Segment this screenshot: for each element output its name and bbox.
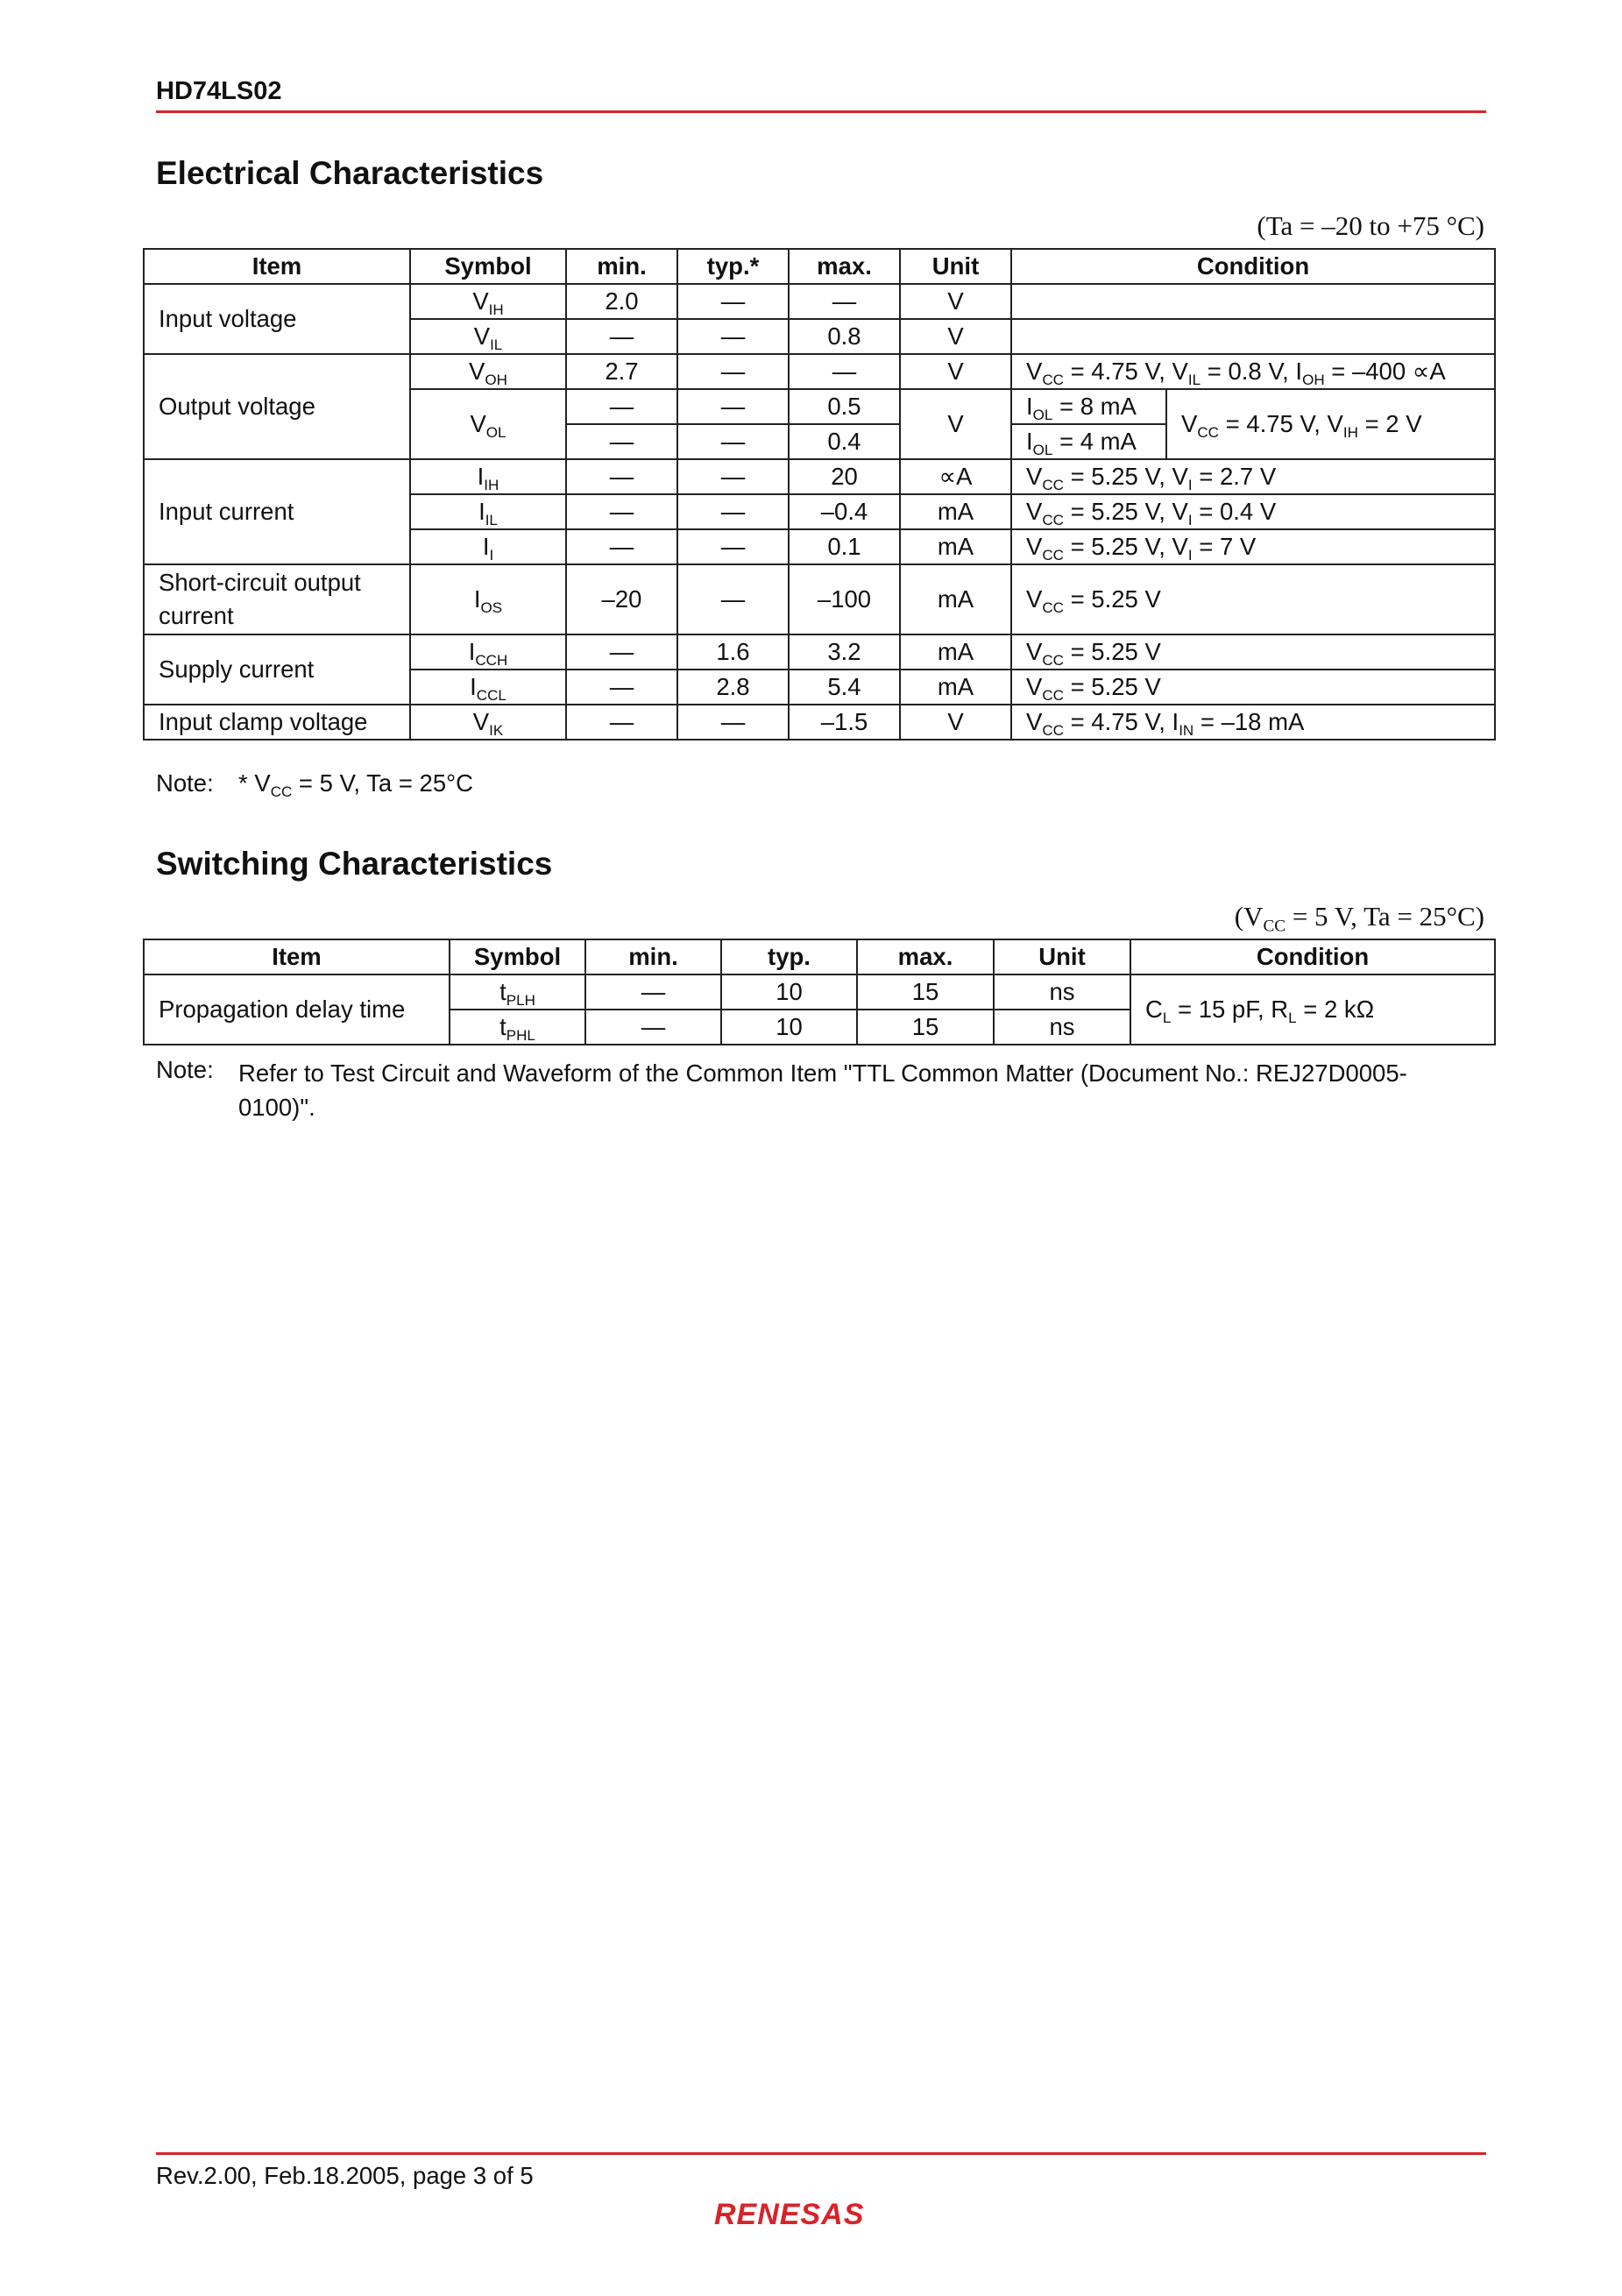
- condition-cell: $I_{OL} = 8$ mA: [1011, 389, 1166, 424]
- electrical-note: * $V_{CC} = 5$ V, Ta = 25°C: [238, 769, 474, 800]
- item-cell: Propagation delay time: [144, 974, 450, 1045]
- col-unit: Unit: [994, 939, 1130, 974]
- min-cell: —: [566, 389, 677, 424]
- unit-cell: ns: [994, 1010, 1130, 1045]
- renesas-logo: [714, 2193, 916, 2231]
- typ-cell: 10: [721, 974, 857, 1010]
- col-typ: typ.*: [677, 249, 789, 284]
- typ-cell: —: [677, 705, 789, 740]
- col-min: min.: [566, 249, 677, 284]
- col-item: Item: [144, 939, 450, 974]
- condition-cell: $V_{CC} = 4.75$ V, $V_{IL} = 0.8$ V, $I_{OH} = -400 \propto A$: [1011, 354, 1495, 389]
- unit-cell: mA: [900, 670, 1011, 705]
- typ-cell: —: [677, 424, 789, 459]
- item-cell: Input voltage: [144, 284, 410, 354]
- max-cell: 3.2: [789, 634, 900, 670]
- table-row: [144, 974, 1495, 1010]
- min-cell: —: [566, 494, 677, 529]
- min-cell: —: [566, 319, 677, 354]
- condition-cell: $V_{CC} = 5.25$ V, $V_I = 2.7$ V: [1011, 459, 1495, 494]
- min-cell: —: [566, 634, 677, 670]
- max-cell: 0.8: [789, 319, 900, 354]
- max-cell: 0.1: [789, 529, 900, 564]
- header-rule: [156, 110, 1486, 113]
- condition-cell: $V_{CC} = 4.75$ V, $V_{IH} = 2$ V: [1166, 389, 1495, 459]
- electrical-conditions: (Ta = –20 to +75 °C): [1257, 210, 1484, 241]
- min-cell: —: [566, 670, 677, 705]
- condition-cell: $V_{CC} = 5.25$ V: [1011, 634, 1495, 670]
- min-cell: —: [566, 529, 677, 564]
- unit-cell: V: [900, 354, 1011, 389]
- typ-cell: —: [677, 459, 789, 494]
- unit-cell: mA: [900, 634, 1011, 670]
- min-cell: —: [585, 1010, 721, 1045]
- condition-cell: [1011, 319, 1495, 354]
- typ-cell: —: [677, 494, 789, 529]
- table-header-row: [144, 939, 1495, 974]
- symbol-cell: $I_{CCH}$: [410, 634, 566, 670]
- symbol-cell: $V_{IL}$: [410, 319, 566, 354]
- condition-cell: [1011, 284, 1495, 319]
- condition-cell: $V_{CC} = 4.75$ V, $I_{IN} = -18$ mA: [1011, 705, 1495, 740]
- unit-cell: ∝A: [900, 459, 1011, 494]
- symbol-cell: $I_{IH}$: [410, 459, 566, 494]
- item-cell: Input current: [144, 459, 410, 564]
- switching-title: Switching Characteristics: [156, 846, 553, 882]
- min-cell: 2.0: [566, 284, 677, 319]
- symbol-cell: $I_I$: [410, 529, 566, 564]
- typ-cell: 10: [721, 1010, 857, 1045]
- min-cell: —: [585, 974, 721, 1010]
- col-condition: Condition: [1011, 249, 1495, 284]
- min-cell: —: [566, 424, 677, 459]
- min-cell: —: [566, 705, 677, 740]
- max-cell: 0.4: [789, 424, 900, 459]
- unit-cell: ns: [994, 974, 1130, 1010]
- switching-note: Refer to Test Circuit and Waveform of the Common Item "TTL Common Matter (Document No.: REJ27D0005- 0100)".: [238, 1059, 1407, 1121]
- unit-cell: V: [900, 319, 1011, 354]
- symbol-cell: $I_{OS}$: [410, 564, 566, 634]
- col-min: min.: [585, 939, 721, 974]
- symbol-cell: $I_{CCL}$: [410, 670, 566, 705]
- electrical-note-label: Note:: [156, 769, 214, 797]
- table-row: [144, 284, 1495, 319]
- symbol-cell: $V_{OH}$: [410, 354, 566, 389]
- max-cell: 0.5: [789, 389, 900, 424]
- table-row: [144, 705, 1495, 740]
- col-typ: typ.: [721, 939, 857, 974]
- symbol-cell: $V_{OL}$: [410, 389, 566, 459]
- unit-cell: mA: [900, 564, 1011, 634]
- typ-cell: 1.6: [677, 634, 789, 670]
- footer-rule: [156, 2152, 1486, 2155]
- condition-cell: $V_{CC} = 5.25$ V, $V_I = 0.4$ V: [1011, 494, 1495, 529]
- min-cell: –20: [566, 564, 677, 634]
- symbol-cell: $t_{PHL}$: [450, 1010, 585, 1045]
- unit-cell: V: [900, 705, 1011, 740]
- switching-note-label: Note:: [156, 1056, 214, 1083]
- symbol-cell: $V_{IH}$: [410, 284, 566, 319]
- electrical-table: [143, 248, 1496, 741]
- typ-cell: —: [677, 284, 789, 319]
- symbol-cell: $I_{IL}$: [410, 494, 566, 529]
- min-cell: —: [566, 459, 677, 494]
- typ-cell: —: [677, 529, 789, 564]
- max-cell: 15: [857, 974, 994, 1010]
- typ-cell: —: [677, 389, 789, 424]
- max-cell: —: [789, 354, 900, 389]
- document-part-number: HD74LS02: [156, 77, 282, 105]
- unit-cell: V: [900, 389, 1011, 459]
- footer-revision: Rev.2.00, Feb.18.2005, page 3 of 5: [156, 2162, 534, 2189]
- col-symbol: Symbol: [450, 939, 585, 974]
- unit-cell: mA: [900, 529, 1011, 564]
- condition-cell: $V_{CC} = 5.25$ V, $V_I = 7$ V: [1011, 529, 1495, 564]
- col-condition: Condition: [1130, 939, 1495, 974]
- typ-cell: 2.8: [677, 670, 789, 705]
- max-cell: –0.4: [789, 494, 900, 529]
- symbol-cell: $V_{IK}$: [410, 705, 566, 740]
- typ-cell: —: [677, 354, 789, 389]
- symbol-cell: $t_{PLH}$: [450, 974, 585, 1010]
- typ-cell: —: [677, 319, 789, 354]
- max-cell: –1.5: [789, 705, 900, 740]
- col-unit: Unit: [900, 249, 1011, 284]
- condition-cell: $V_{CC} = 5.25$ V: [1011, 670, 1495, 705]
- min-cell: 2.7: [566, 354, 677, 389]
- table-row: [144, 354, 1495, 389]
- item-cell: Input clamp voltage: [144, 705, 410, 740]
- item-cell: Short-circuit output current: [144, 564, 410, 634]
- table-row: [144, 634, 1495, 670]
- table-row: [144, 564, 1495, 634]
- item-cell: Supply current: [144, 634, 410, 705]
- condition-cell: $C_L = 15$ pF, $R_L = 2$ kΩ: [1130, 974, 1495, 1045]
- max-cell: —: [789, 284, 900, 319]
- max-cell: –100: [789, 564, 900, 634]
- table-header-row: [144, 249, 1495, 284]
- max-cell: 15: [857, 1010, 994, 1045]
- col-item: Item: [144, 249, 410, 284]
- unit-cell: V: [900, 284, 1011, 319]
- condition-cell: $I_{OL} = 4$ mA: [1011, 424, 1166, 459]
- col-max: max.: [789, 249, 900, 284]
- max-cell: 5.4: [789, 670, 900, 705]
- max-cell: 20: [789, 459, 900, 494]
- switching-conditions: ($V_{CC} = 5$ V, Ta = 25°C): [1234, 901, 1484, 936]
- item-cell: Output voltage: [144, 354, 410, 459]
- typ-cell: —: [677, 564, 789, 634]
- condition-cell: $V_{CC} = 5.25$ V: [1011, 564, 1495, 634]
- col-max: max.: [857, 939, 994, 974]
- col-symbol: Symbol: [410, 249, 566, 284]
- unit-cell: mA: [900, 494, 1011, 529]
- table-row: [144, 459, 1495, 494]
- renesas-logo-text: RENESAS: [714, 2198, 865, 2231]
- switching-table: [143, 939, 1496, 1045]
- electrical-title: Electrical Characteristics: [156, 155, 544, 191]
